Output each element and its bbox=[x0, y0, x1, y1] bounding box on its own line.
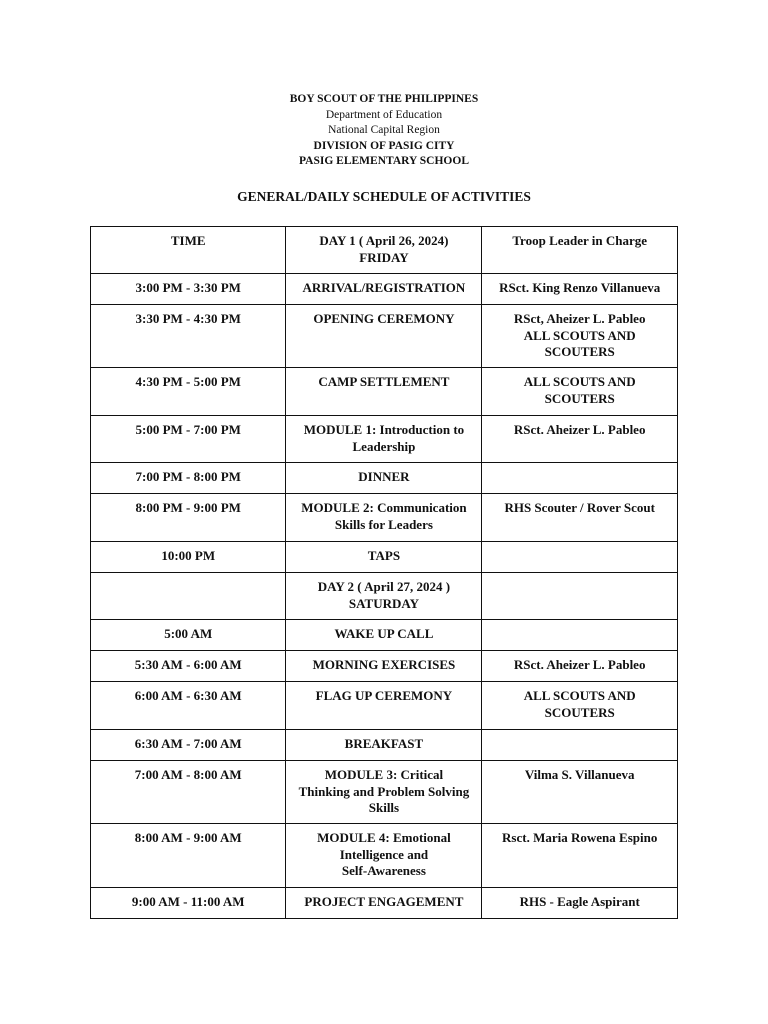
table-row bbox=[91, 761, 678, 824]
activity-cell-text: FLAG UP CEREMONY bbox=[315, 688, 453, 703]
activity-cell-text: MORNING EXERCISES bbox=[312, 657, 456, 672]
table-row bbox=[91, 573, 678, 620]
activity-cell bbox=[286, 761, 482, 824]
document-title: GENERAL/DAILY SCHEDULE OF ACTIVITIES bbox=[237, 189, 531, 204]
table-row bbox=[91, 730, 678, 761]
activity-cell bbox=[286, 463, 482, 494]
schedule-table bbox=[90, 226, 678, 919]
time-cell-text: 4:30 PM - 5:00 PM bbox=[135, 374, 241, 389]
activity-cell bbox=[286, 620, 482, 651]
activity-cell-text: OPENING CEREMONY bbox=[313, 311, 455, 326]
activity-cell-text: MODULE 2: Communication Skills for Leaders bbox=[301, 500, 467, 532]
leader-cell bbox=[482, 824, 678, 888]
activity-cell bbox=[286, 888, 482, 919]
time-cell bbox=[91, 620, 286, 651]
leader-cell bbox=[482, 651, 678, 682]
activity-cell-text: TAPS bbox=[367, 548, 401, 563]
time-cell bbox=[91, 682, 286, 730]
activity-cell bbox=[286, 730, 482, 761]
activity-cell bbox=[286, 274, 482, 305]
table-row bbox=[91, 682, 678, 730]
activity-cell-text: PROJECT ENGAGEMENT bbox=[304, 894, 464, 909]
leader-cell-text: ALL SCOUTS AND SCOUTERS bbox=[523, 688, 636, 720]
time-cell-text: 3:00 PM - 3:30 PM bbox=[135, 280, 241, 295]
time-cell bbox=[91, 824, 286, 888]
time-cell bbox=[91, 542, 286, 573]
activity-cell bbox=[286, 416, 482, 463]
time-cell bbox=[91, 416, 286, 463]
time-cell-text: 9:00 AM - 11:00 AM bbox=[131, 894, 245, 909]
time-cell-text: 5:00 PM - 7:00 PM bbox=[135, 422, 241, 437]
time-cell bbox=[91, 494, 286, 542]
leader-cell-text: RHS Scouter / Rover Scout bbox=[504, 500, 655, 515]
leader-cell bbox=[482, 542, 678, 573]
time-cell-text: 8:00 PM - 9:00 PM bbox=[135, 500, 241, 515]
time-cell bbox=[91, 888, 286, 919]
leader-cell-text: RSct. Aheizer L. Pableo bbox=[513, 422, 646, 437]
leader-cell bbox=[482, 682, 678, 730]
time-cell-text: 7:00 PM - 8:00 PM bbox=[135, 469, 241, 484]
org-name: BOY SCOUT OF THE PHILIPPINES bbox=[289, 93, 479, 105]
time-cell-text: 5:30 AM - 6:00 AM bbox=[134, 657, 242, 672]
leader-cell bbox=[482, 368, 678, 416]
activity-cell-text: CAMP SETTLEMENT bbox=[318, 374, 450, 389]
leader-cell-text: Troop Leader in Charge bbox=[512, 233, 648, 248]
activity-cell bbox=[286, 682, 482, 730]
time-cell bbox=[91, 573, 286, 620]
schedule-table-body bbox=[91, 227, 678, 919]
leader-cell-text: RSct. King Renzo Villanueva bbox=[499, 280, 661, 295]
activity-cell-text: MODULE 3: Critical Thinking and Problem Solving Skills bbox=[298, 767, 470, 815]
activity-cell-text: WAKE UP CALL bbox=[334, 626, 434, 641]
leader-cell bbox=[482, 416, 678, 463]
division-name: DIVISION OF PASIG CITY bbox=[313, 139, 455, 152]
table-row bbox=[91, 620, 678, 651]
time-cell bbox=[91, 274, 286, 305]
leader-cell-text: Rsct. Maria Rowena Espino bbox=[502, 830, 658, 845]
leader-cell bbox=[482, 463, 678, 494]
activity-cell-text: MODULE 1: Introduction to Leadership bbox=[303, 422, 465, 454]
activity-cell-text: DAY 2 ( April 27, 2024 ) SATURDAY bbox=[317, 579, 451, 611]
school-name: PASIG ELEMENTARY SCHOOL bbox=[299, 155, 469, 167]
leader-cell-text: RSct, Aheizer L. Pableo ALL SCOUTS AND SCOUTERS bbox=[513, 311, 646, 359]
table-row bbox=[91, 305, 678, 368]
time-cell-text: TIME bbox=[170, 233, 206, 248]
table-row bbox=[91, 463, 678, 494]
table-row bbox=[91, 651, 678, 682]
activity-cell-text: ARRIVAL/REGISTRATION bbox=[302, 280, 466, 295]
leader-cell-text: ALL SCOUTS AND SCOUTERS bbox=[523, 374, 636, 406]
activity-cell-text: BREAKFAST bbox=[344, 736, 424, 751]
leader-cell bbox=[482, 761, 678, 824]
activity-cell-text: MODULE 4: Emotional Intelligence and Self-Awareness bbox=[317, 830, 451, 878]
time-cell-text: 10:00 PM bbox=[161, 548, 216, 563]
activity-cell bbox=[286, 368, 482, 416]
table-row bbox=[91, 542, 678, 573]
leader-cell bbox=[482, 274, 678, 305]
leader-cell bbox=[482, 305, 678, 368]
time-cell bbox=[91, 463, 286, 494]
time-cell-text: 6:30 AM - 7:00 AM bbox=[134, 736, 242, 751]
time-cell-text: 5:00 AM bbox=[164, 626, 213, 641]
table-row bbox=[91, 888, 678, 919]
time-cell bbox=[91, 227, 286, 274]
time-cell-text: 3:30 PM - 4:30 PM bbox=[135, 311, 241, 326]
leader-cell bbox=[482, 227, 678, 274]
leader-cell bbox=[482, 888, 678, 919]
time-cell bbox=[91, 305, 286, 368]
time-cell-text: 6:00 AM - 6:30 AM bbox=[134, 688, 242, 703]
time-cell-text: 8:00 AM - 9:00 AM bbox=[134, 830, 242, 845]
time-cell bbox=[91, 761, 286, 824]
time-cell bbox=[91, 651, 286, 682]
time-cell bbox=[91, 368, 286, 416]
activity-cell bbox=[286, 651, 482, 682]
leader-cell-text: RHS - Eagle Aspirant bbox=[519, 894, 640, 909]
time-cell-text: 7:00 AM - 8:00 AM bbox=[134, 767, 242, 782]
table-row bbox=[91, 274, 678, 305]
leader-cell bbox=[482, 730, 678, 761]
activity-cell bbox=[286, 542, 482, 573]
region-name: National Capital Region bbox=[328, 124, 440, 136]
table-row bbox=[91, 494, 678, 542]
department-name: Department of Education bbox=[325, 108, 443, 121]
activity-cell bbox=[286, 305, 482, 368]
table-row bbox=[91, 824, 678, 888]
table-header-row bbox=[91, 227, 678, 274]
leader-cell-text: Vilma S. Villanueva bbox=[524, 767, 635, 782]
activity-cell-text: DAY 1 ( April 26, 2024) FRIDAY bbox=[319, 233, 449, 265]
table-row bbox=[91, 368, 678, 416]
activity-cell bbox=[286, 227, 482, 274]
activity-cell bbox=[286, 494, 482, 542]
activity-cell bbox=[286, 573, 482, 620]
activity-cell bbox=[286, 824, 482, 888]
document-header bbox=[0, 92, 768, 170]
leader-cell-text: RSct. Aheizer L. Pableo bbox=[513, 657, 646, 672]
leader-cell bbox=[482, 620, 678, 651]
leader-cell bbox=[482, 573, 678, 620]
time-cell bbox=[91, 730, 286, 761]
leader-cell bbox=[482, 494, 678, 542]
activity-cell-text: DINNER bbox=[358, 469, 410, 484]
table-row bbox=[91, 416, 678, 463]
